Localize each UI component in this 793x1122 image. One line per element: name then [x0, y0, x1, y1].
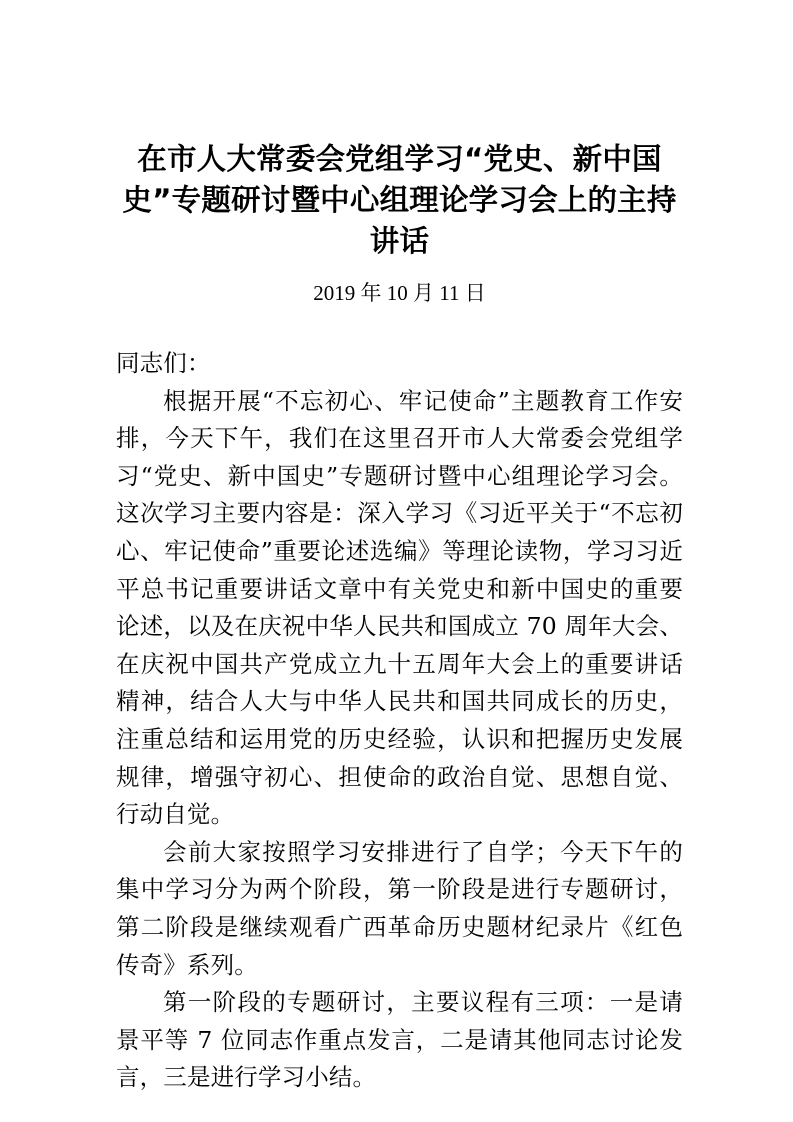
body-paragraph: 会前大家按照学习安排进行了自学；今天下午的集中学习分为两个阶段，第一阶段是进行专题研讨，第二阶段是继续观看广西革命历史题材纪录片《红色传奇》系列。 — [116, 837, 683, 979]
document-date: 2019 年 10 月 11 日 — [313, 281, 486, 305]
document-title: 在市人大常委会党组学习“党史、新中国史”专题研讨暨中心组理论学习会上的主持讲话 — [122, 142, 677, 258]
document-content-column — [116, 0, 683, 1097]
body-paragraph: 第一阶段的专题研讨，主要议程有三项：一是请景平等 7 位同志作重点发言，二是请其他同志讨论发言，三是进行学习小结。 — [116, 988, 683, 1092]
document-body — [116, 308, 683, 1097]
salutation-line: 同志们： — [116, 349, 211, 377]
body-paragraph: 根据开展“不忘初心、牢记使命”主题教育工作安排，今天下午，我们在这里召开市人大常委会党组学习“党史、新中国史”专题研讨暨中心组理论学习会。这次学习主要内容是：深入学习《习近平关于“不忘初心、牢记使命”重要论述选编》等理论读物，学习习近平总书记重要讲话文章中有关党史和新中国史的重要论述，以及在庆祝中华人民共和国成立 70 周年大会、在庆祝中国共产党成立九十五周年大会上的重要讲话精神，结合人大与中华人民共和国共同成长的历史，注重总结和运用党的历史经验，认识和把握历史发展规律，增强守初心、担使命的政治自觉、思想自觉、行动自觉。 — [116, 386, 683, 829]
